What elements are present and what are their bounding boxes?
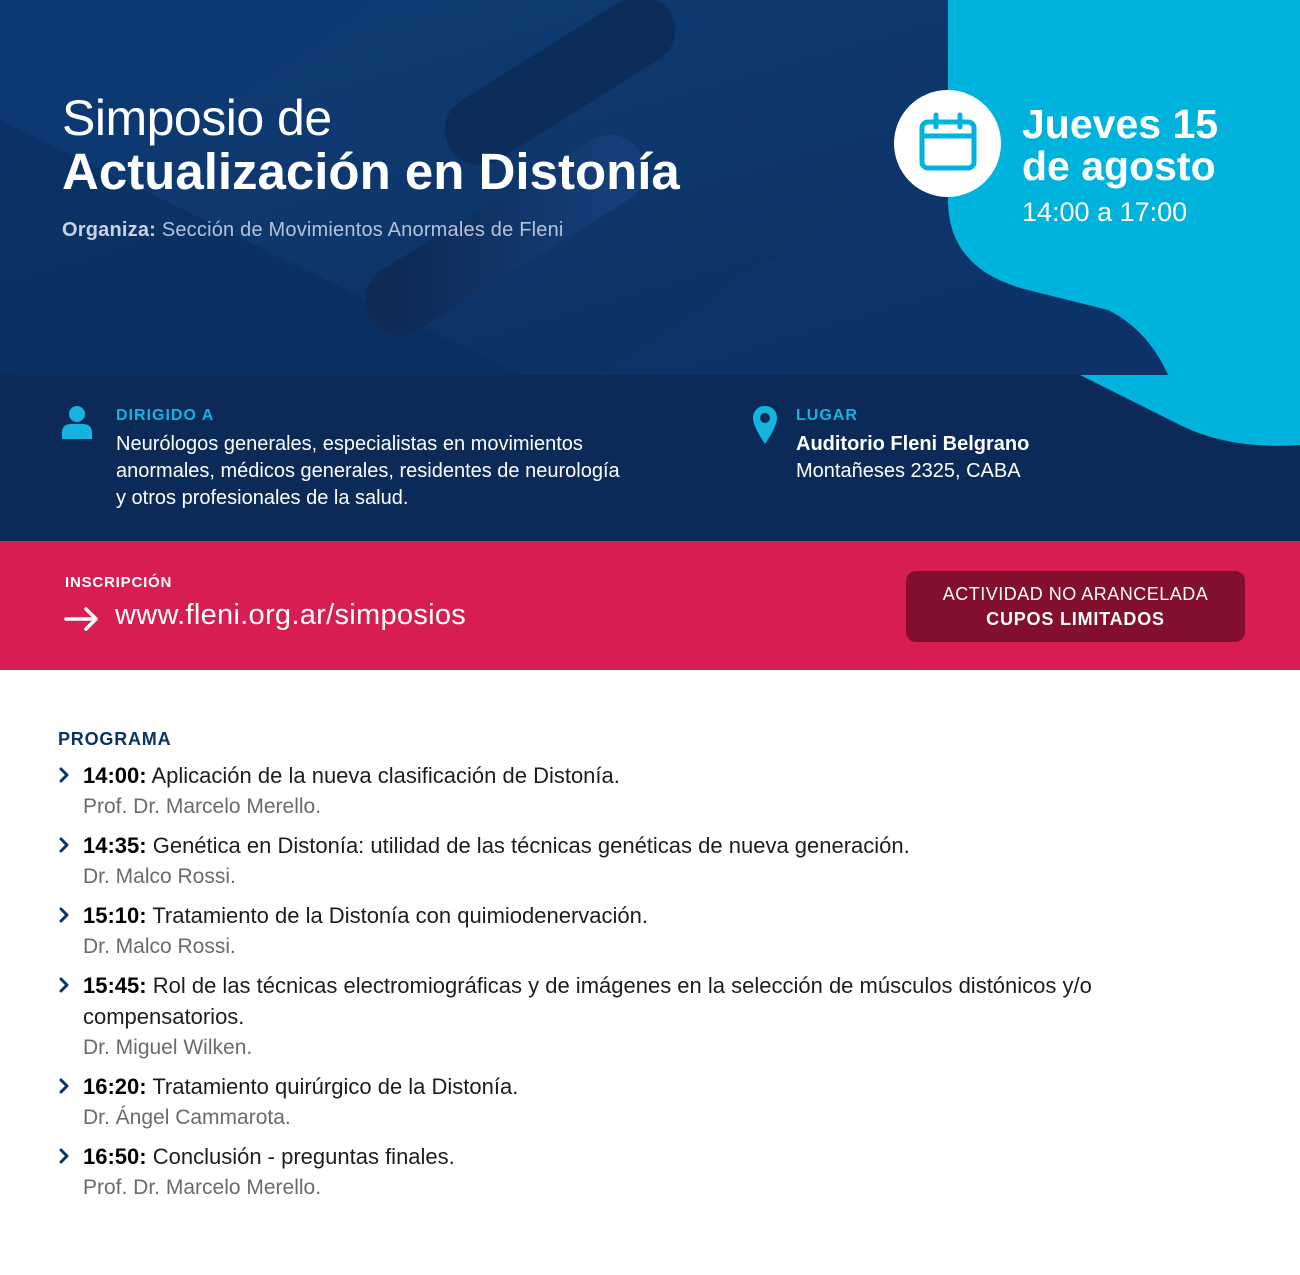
registration-band: [0, 541, 1300, 670]
program-item: [58, 970, 1258, 1064]
free-activity-badge: [906, 571, 1245, 642]
registration-label: INSCRIPCIÓN: [65, 574, 173, 591]
program-item-time: 15:45:: [83, 973, 147, 998]
program-item-speaker: Prof. Dr. Marcelo Merello.: [83, 795, 322, 818]
audience-line-2: anormales, médicos generales, residentes de neurología: [116, 460, 620, 482]
registration-link[interactable]: www.fleni.org.ar/simposios: [115, 599, 467, 631]
program-item-topic: Genética en Distonía: utilidad de las técnicas genéticas de nueva generación.: [152, 833, 910, 858]
audience-line-1: Neurólogos generales, especialistas en movimientos: [116, 433, 583, 455]
program-item-topic: Rol de las técnicas electromiográficas y de imágenes en la selección de músculos distónicos y/o compensatorios.: [83, 973, 1092, 1029]
date-line-1: Jueves 15: [1022, 101, 1219, 147]
program-item-time: 14:00:: [83, 763, 147, 788]
badge-line-2: CUPOS LIMITADOS: [986, 609, 1165, 629]
event-date: [1022, 103, 1218, 228]
event-title: [62, 92, 680, 200]
calendar-icon: [917, 112, 979, 174]
venue-text: [796, 431, 1029, 485]
badge-line-1: ACTIVIDAD NO ARANCELADA: [942, 584, 1209, 604]
chevron-right-icon: [58, 907, 70, 923]
chevron-right-icon: [58, 977, 70, 993]
program-item: [58, 830, 1258, 893]
program-item-time: 14:35:: [83, 833, 147, 858]
program-item-time: 15:10:: [83, 903, 147, 928]
event-time: 14:00 a 17:00: [1022, 197, 1188, 227]
location-pin-icon: [752, 405, 778, 445]
info-band: [0, 375, 1300, 541]
venue-name: Auditorio Fleni Belgrano: [796, 433, 1030, 455]
program-item-speaker: Dr. Malco Rossi.: [83, 865, 236, 888]
organizer: [62, 219, 564, 242]
audience-block: [116, 407, 620, 512]
program-item-time: 16:50:: [83, 1144, 147, 1169]
program-item: [58, 1071, 1258, 1134]
date-line-2: de agosto: [1022, 143, 1216, 189]
audience-label: DIRIGIDO A: [116, 407, 215, 424]
title-line-2: Actualización en Distonía: [62, 143, 680, 200]
program-list: [58, 760, 1258, 1211]
program-item-speaker: Prof. Dr. Marcelo Merello.: [83, 1176, 322, 1199]
arrow-right-icon: [64, 607, 100, 631]
program-item-speaker: Dr. Miguel Wilken.: [83, 1036, 253, 1059]
program-item-topic: Conclusión - preguntas finales.: [152, 1144, 455, 1169]
venue-address: Montañeses 2325, CABA: [796, 460, 1021, 482]
program-item-topic: Tratamiento de la Distonía con quimiodenervación.: [152, 903, 648, 928]
program-item: [58, 900, 1258, 963]
chevron-right-icon: [58, 767, 70, 783]
program-item-time: 16:20:: [83, 1074, 147, 1099]
audience-line-3: y otros profesionales de la salud.: [116, 487, 409, 509]
person-icon: [61, 405, 93, 439]
program-item: [58, 1141, 1258, 1204]
chevron-right-icon: [58, 1078, 70, 1094]
organizer-value: Sección de Movimientos Anormales de Fleni: [161, 219, 564, 241]
venue-block: [796, 407, 1029, 485]
title-line-1: Simposio de: [62, 90, 332, 146]
audience-text: [116, 431, 620, 512]
program-item-speaker: Dr. Malco Rossi.: [83, 935, 236, 958]
chevron-right-icon: [58, 1148, 70, 1164]
chevron-right-icon: [58, 837, 70, 853]
program-title: PROGRAMA: [58, 729, 172, 749]
venue-label: LUGAR: [796, 407, 858, 424]
program-item-topic: Tratamiento quirúrgico de la Distonía.: [152, 1074, 519, 1099]
program-item: [58, 760, 1258, 823]
program-item-speaker: Dr. Ángel Cammarota.: [83, 1106, 291, 1129]
organizer-label: Organiza:: [62, 219, 157, 241]
program-item-topic: Aplicación de la nueva clasificación de Distonía.: [151, 763, 620, 788]
calendar-badge: [894, 90, 1001, 197]
